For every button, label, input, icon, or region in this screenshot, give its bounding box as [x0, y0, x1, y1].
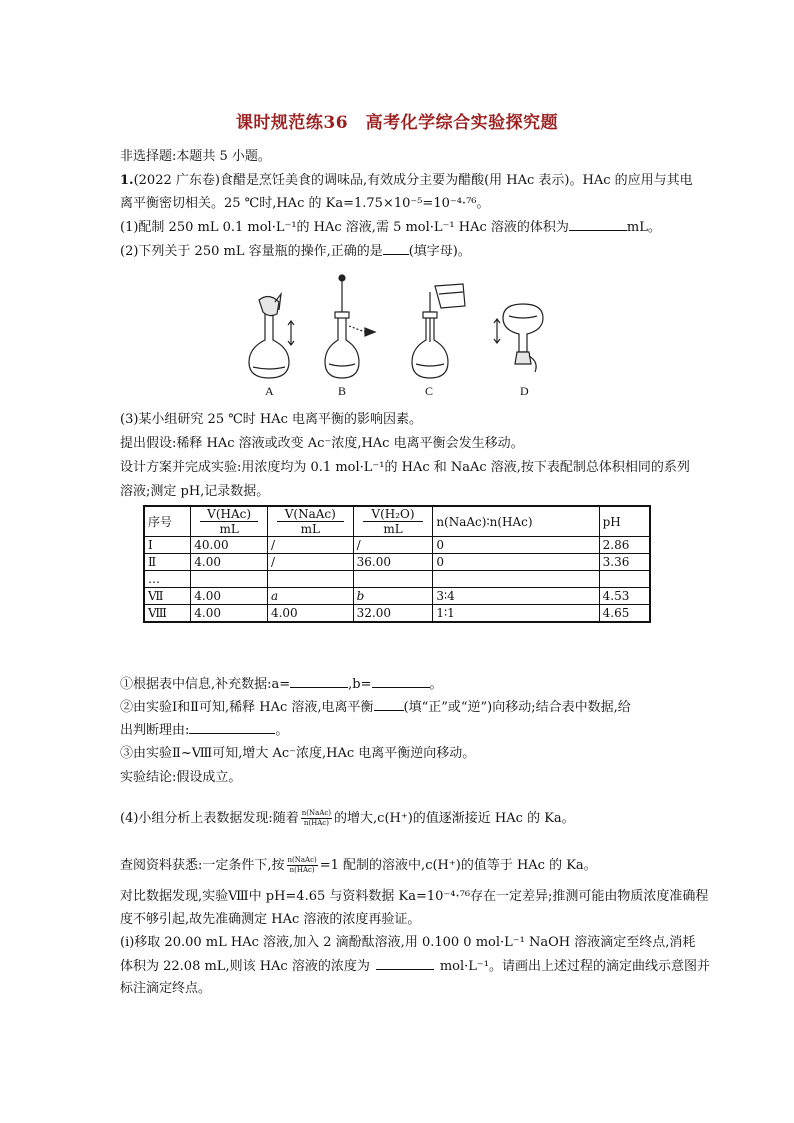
q1-part2-end: (填字母)。	[408, 244, 471, 259]
q1-part3-line3: 设计方案并完成实验:用浓度均为 0.1 mol·L⁻¹的 HAc 和 NaAc 溶液,按下表配制总体积相同的系列	[120, 460, 690, 475]
header-v-naac: V(NaAc) mL	[267, 506, 353, 537]
q1-part2	[120, 242, 471, 261]
q1-part1-end: mL。	[626, 220, 661, 235]
figure-label-d: D	[520, 384, 529, 398]
table-row: Ⅰ 40.00 / / 0 2.86	[144, 537, 650, 554]
table-row: Ⅶ 4.00 a b 3∶4 4.53	[144, 588, 650, 605]
flask-operations-figure	[235, 272, 555, 384]
ratio-fraction: $\frac{\text{n(NaAc)}}{\text{n(HAc)}}$	[287, 856, 317, 874]
q1-part4-line7: 标注滴定终点。	[120, 981, 212, 996]
answer-blank-concentration[interactable]	[376, 957, 434, 970]
q1-stem-line1	[120, 172, 693, 190]
flask-b-illustration	[325, 275, 375, 378]
figure-label-a: A	[265, 384, 274, 398]
q1-part4-line4: 度不够引起,故先准确测定 HAc 溶液的浓度再验证。	[120, 912, 421, 927]
table-header-row	[144, 506, 650, 537]
q1-sub1: ①根据表中信息,补充数据:a= ,b= 。	[120, 677, 443, 692]
q1-stem-line2: 离平衡密切相关。25 ℃时,HAc 的 Ka=1.75×10⁻⁵=10⁻⁴·⁷⁶。	[120, 196, 490, 211]
table-row: Ⅷ 4.00 4.00 32.00 1∶1 4.65	[144, 605, 650, 623]
intro-text: 非选择题:本题共 5 小题。	[120, 149, 271, 164]
q1-part4-line2: 查阅资料获悉:一定条件下,按 $\frac{\text{n(NaAc)}}{\text{n(HAc)}}$ =1 配制的溶液中,c(H⁺)的值等于 HAc 的 Ka。	[120, 856, 597, 874]
q1-sub3: ③由实验Ⅱ~Ⅷ可知,增大 Ac⁻浓度,HAc 电离平衡逆向移动。	[120, 746, 476, 761]
q1-part3-line1: (3)某小组研究 25 ℃时 HAc 电离平衡的影响因素。	[120, 412, 423, 427]
q1-stem-text: (2022 广东卷)食醋是烹饪美食的调味品,有效成分主要为醋酸(用 HAc 表示)。HAc 的应用与其电	[133, 173, 693, 188]
q1-part3-line2: 提出假设:稀释 HAc 溶液或改变 Ac⁻浓度,HAc 电离平衡会发生移动。	[120, 436, 524, 451]
header-v-h2o: V(H₂O) mL	[353, 506, 433, 537]
q1-part4-line3: 对比数据发现,实验Ⅷ中 pH=4.65 与资料数据 Ka=10⁻⁴·⁷⁶存在一定差异;推测可能由物质浓度准确程	[120, 889, 709, 904]
header-ratio: n(NaAc)∶n(HAc)	[433, 506, 599, 537]
q1-part1	[120, 218, 661, 237]
q1-sub2-line2: 出判断理由: 。	[120, 723, 289, 738]
answer-blank-2[interactable]	[383, 242, 409, 255]
header-ph: pH	[599, 506, 650, 537]
answer-blank-reason[interactable]	[189, 721, 275, 734]
q1-part2-text: (2)下列关于 250 mL 容量瓶的操作,正确的是	[120, 244, 383, 259]
q1-part3-line4: 溶液;测定 pH,记录数据。	[120, 484, 270, 499]
experiment-table	[143, 505, 651, 623]
q1-sub2-line1: ②由实验Ⅰ和Ⅱ可知,稀释 HAc 溶液,电离平衡 (填“正”或“逆”)向移动;结合表中数据,给	[120, 700, 631, 715]
q1-part4-line6: 体积为 22.08 mL,则该 HAc 溶液的浓度为 mol·L⁻¹。请画出上述过程的滴定曲线示意图并	[120, 959, 711, 974]
header-seq: 序号	[144, 506, 191, 537]
answer-blank-direction[interactable]	[374, 698, 404, 711]
page-title: 课时规范练36 高考化学综合实验探究题	[235, 113, 559, 133]
q1-part4-line1: (4)小组分析上表数据发现:随着 $\frac{\text{n(NaAc)}}{\text{n(HAc)}}$ 的增大,c(H⁺)的值逐渐接近 HAc 的 Ka。	[120, 809, 575, 827]
flask-d-illustration	[494, 304, 543, 372]
answer-blank-1[interactable]	[569, 218, 627, 231]
answer-blank-b[interactable]	[372, 675, 430, 688]
figure-label-c: C	[425, 384, 434, 398]
ratio-fraction: $\frac{\text{n(NaAc)}}{\text{n(HAc)}}$	[301, 809, 332, 827]
conclusion-text: 实验结论:假设成立。	[120, 770, 242, 785]
q1-number: 1.	[120, 173, 134, 188]
answer-blank-a[interactable]	[290, 675, 348, 688]
table-row: Ⅱ 4.00 / 36.00 0 3.36	[144, 554, 650, 571]
flask-c-illustration	[412, 284, 465, 378]
figure-label-b: B	[338, 384, 347, 398]
flask-a-illustration	[249, 294, 294, 378]
q1-part1-text: (1)配制 250 mL 0.1 mol·L⁻¹的 HAc 溶液,需 5 mol·L⁻¹ HAc 溶液的体积为	[120, 220, 569, 235]
header-v-hac: V(HAc) mL	[191, 506, 268, 537]
table-row: …	[144, 571, 650, 588]
q1-part4-line5: (ⅰ)移取 20.00 mL HAc 溶液,加入 2 滴酚酞溶液,用 0.100 0 mol·L⁻¹ NaOH 溶液滴定至终点,消耗	[120, 935, 696, 950]
